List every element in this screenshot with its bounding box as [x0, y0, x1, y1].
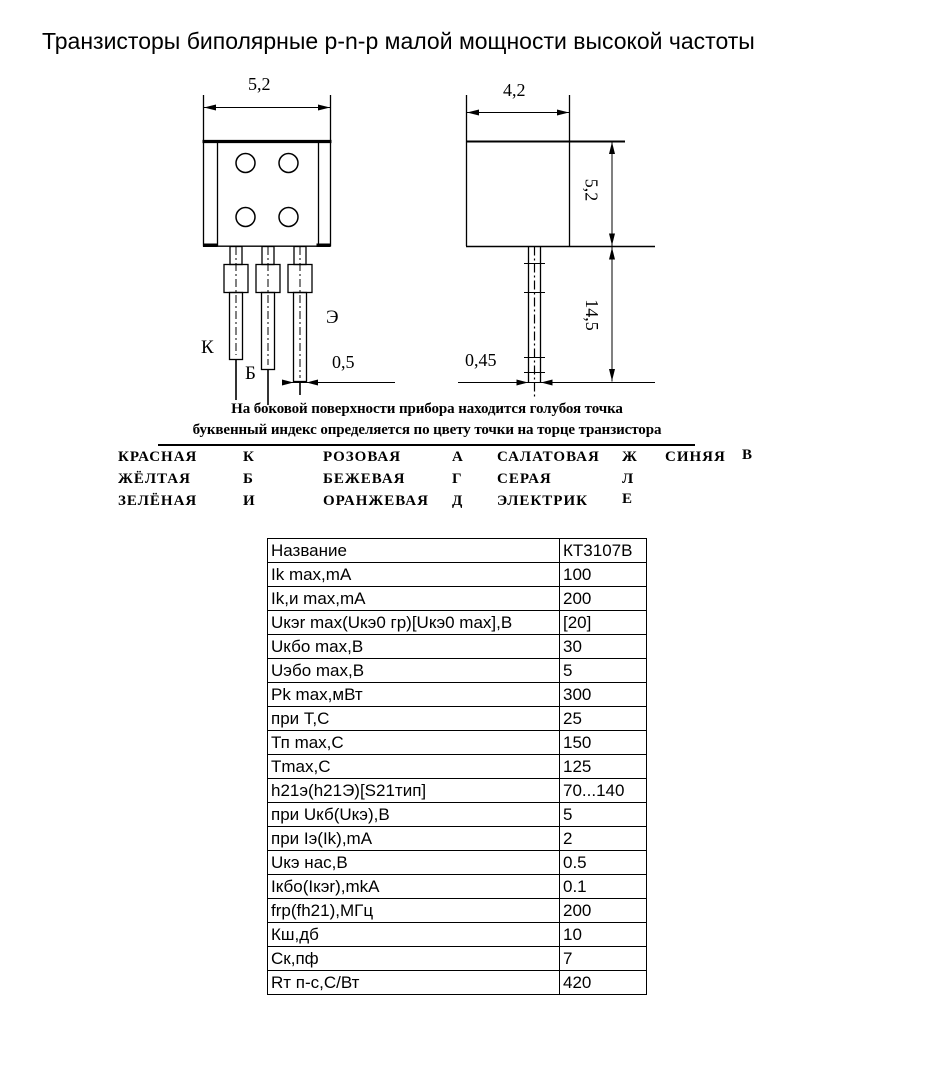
legend-color-name: РОЗОВАЯ [323, 449, 402, 465]
table-row [268, 779, 647, 803]
front-width-dim-label: 5,2 [248, 74, 271, 94]
legend-letter: Е [622, 491, 634, 507]
param-value: 125 [560, 755, 647, 779]
table-row [268, 635, 647, 659]
param-value: 7 [560, 947, 647, 971]
param-label: Тп max,С [268, 731, 560, 755]
legend-letter: Г [452, 471, 463, 487]
table-row [268, 587, 647, 611]
table-row [268, 707, 647, 731]
legend-color-name: СИНЯЯ [665, 449, 726, 465]
legend-color-name: САЛАТОВАЯ [497, 449, 600, 465]
marking-note-line1: На боковой поверхности прибора находится голубоя точка [231, 401, 623, 417]
param-value: 420 [560, 971, 647, 995]
param-label: frp(fh21),МГц [268, 899, 560, 923]
param-value: 5 [560, 659, 647, 683]
table-row [268, 683, 647, 707]
param-value: 10 [560, 923, 647, 947]
legend-color-name: СЕРАЯ [497, 471, 552, 487]
param-value: 25 [560, 707, 647, 731]
param-value: 5 [560, 803, 647, 827]
legend-letter: Л [622, 471, 635, 487]
table-row [268, 803, 647, 827]
legend-letter: В [742, 447, 754, 463]
table-row [268, 899, 647, 923]
legend-color-name: ОРАНЖЕВАЯ [323, 493, 429, 509]
legend-letter: Ж [622, 449, 638, 465]
table-row [268, 563, 647, 587]
table-row [268, 731, 647, 755]
param-value: 150 [560, 731, 647, 755]
legend-color-name: КРАСНАЯ [118, 449, 198, 465]
legend-letter: Б [243, 471, 254, 487]
legend-letter: И [243, 493, 256, 509]
pin-label-collector: К [201, 337, 214, 358]
param-label: Кш,дб [268, 923, 560, 947]
pin-label-base: Б [245, 363, 256, 384]
param-label: Rт п-с,С/Вт [268, 971, 560, 995]
table-row [268, 827, 647, 851]
param-value: 70...140 [560, 779, 647, 803]
param-value: 30 [560, 635, 647, 659]
param-label: Iкбо(Iкэr),mkA [268, 875, 560, 899]
param-value: 300 [560, 683, 647, 707]
table-row [268, 875, 647, 899]
table-row [268, 755, 647, 779]
legend-color-name: БЕЖЕВАЯ [323, 471, 406, 487]
param-value: 2 [560, 827, 647, 851]
side-lead-length-dim-label: 14,5 [581, 299, 602, 331]
param-value: 200 [560, 899, 647, 923]
side-height-dim-label: 5,2 [581, 178, 602, 202]
param-label: Uкэ нас,В [268, 851, 560, 875]
legend-letter: К [243, 449, 255, 465]
color-code-legend [0, 0, 932, 530]
table-row [268, 947, 647, 971]
param-label: при Iэ(Ik),mA [268, 827, 560, 851]
param-label: Ik max,mA [268, 563, 560, 587]
param-label: при Uкб(Uкэ),В [268, 803, 560, 827]
param-label: h21э(h21Э)[S21тип] [268, 779, 560, 803]
legend-color-name: ЗЕЛЁНАЯ [118, 493, 198, 509]
legend-color-name: ЖЁЛТАЯ [118, 471, 191, 487]
pin-label-emitter: Э [326, 307, 339, 328]
param-label: Uэбо max,В [268, 659, 560, 683]
param-label: Pk max,мВт [268, 683, 560, 707]
param-value: 0.1 [560, 875, 647, 899]
param-value: [20] [560, 611, 647, 635]
front-lead-width-dim-label: 0,5 [332, 352, 355, 372]
page-title: Транзисторы биполярные p-n-p малой мощности высокой частоты [42, 28, 755, 54]
param-label: при Т,С [268, 707, 560, 731]
param-label: Ск,пф [268, 947, 560, 971]
param-label: Название [268, 539, 560, 563]
table-row [268, 539, 647, 563]
param-value: 200 [560, 587, 647, 611]
legend-letter: Д [452, 493, 464, 509]
parameters-table [267, 538, 647, 995]
param-label: Uкэr max(Uкэ0 гр)[Uкэ0 max],В [268, 611, 560, 635]
side-width-dim-label: 4,2 [503, 80, 526, 100]
table-row [268, 611, 647, 635]
legend-letter: А [452, 449, 464, 465]
param-value: 0.5 [560, 851, 647, 875]
param-label: Uкбо max,В [268, 635, 560, 659]
table-row [268, 659, 647, 683]
table-row [268, 923, 647, 947]
marking-note-line2: буквенный индекс определяется по цвету точки на торце транзистора [192, 422, 662, 438]
side-lead-width-dim-label: 0,45 [465, 350, 497, 370]
param-label: Ik,и max,mA [268, 587, 560, 611]
table-row [268, 851, 647, 875]
legend-color-name: ЭЛЕКТРИК [497, 493, 588, 509]
param-value: 100 [560, 563, 647, 587]
parameters-table-body [268, 539, 647, 995]
param-label: Tmax,C [268, 755, 560, 779]
table-row [268, 971, 647, 995]
param-value: КТ3107В [560, 539, 647, 563]
